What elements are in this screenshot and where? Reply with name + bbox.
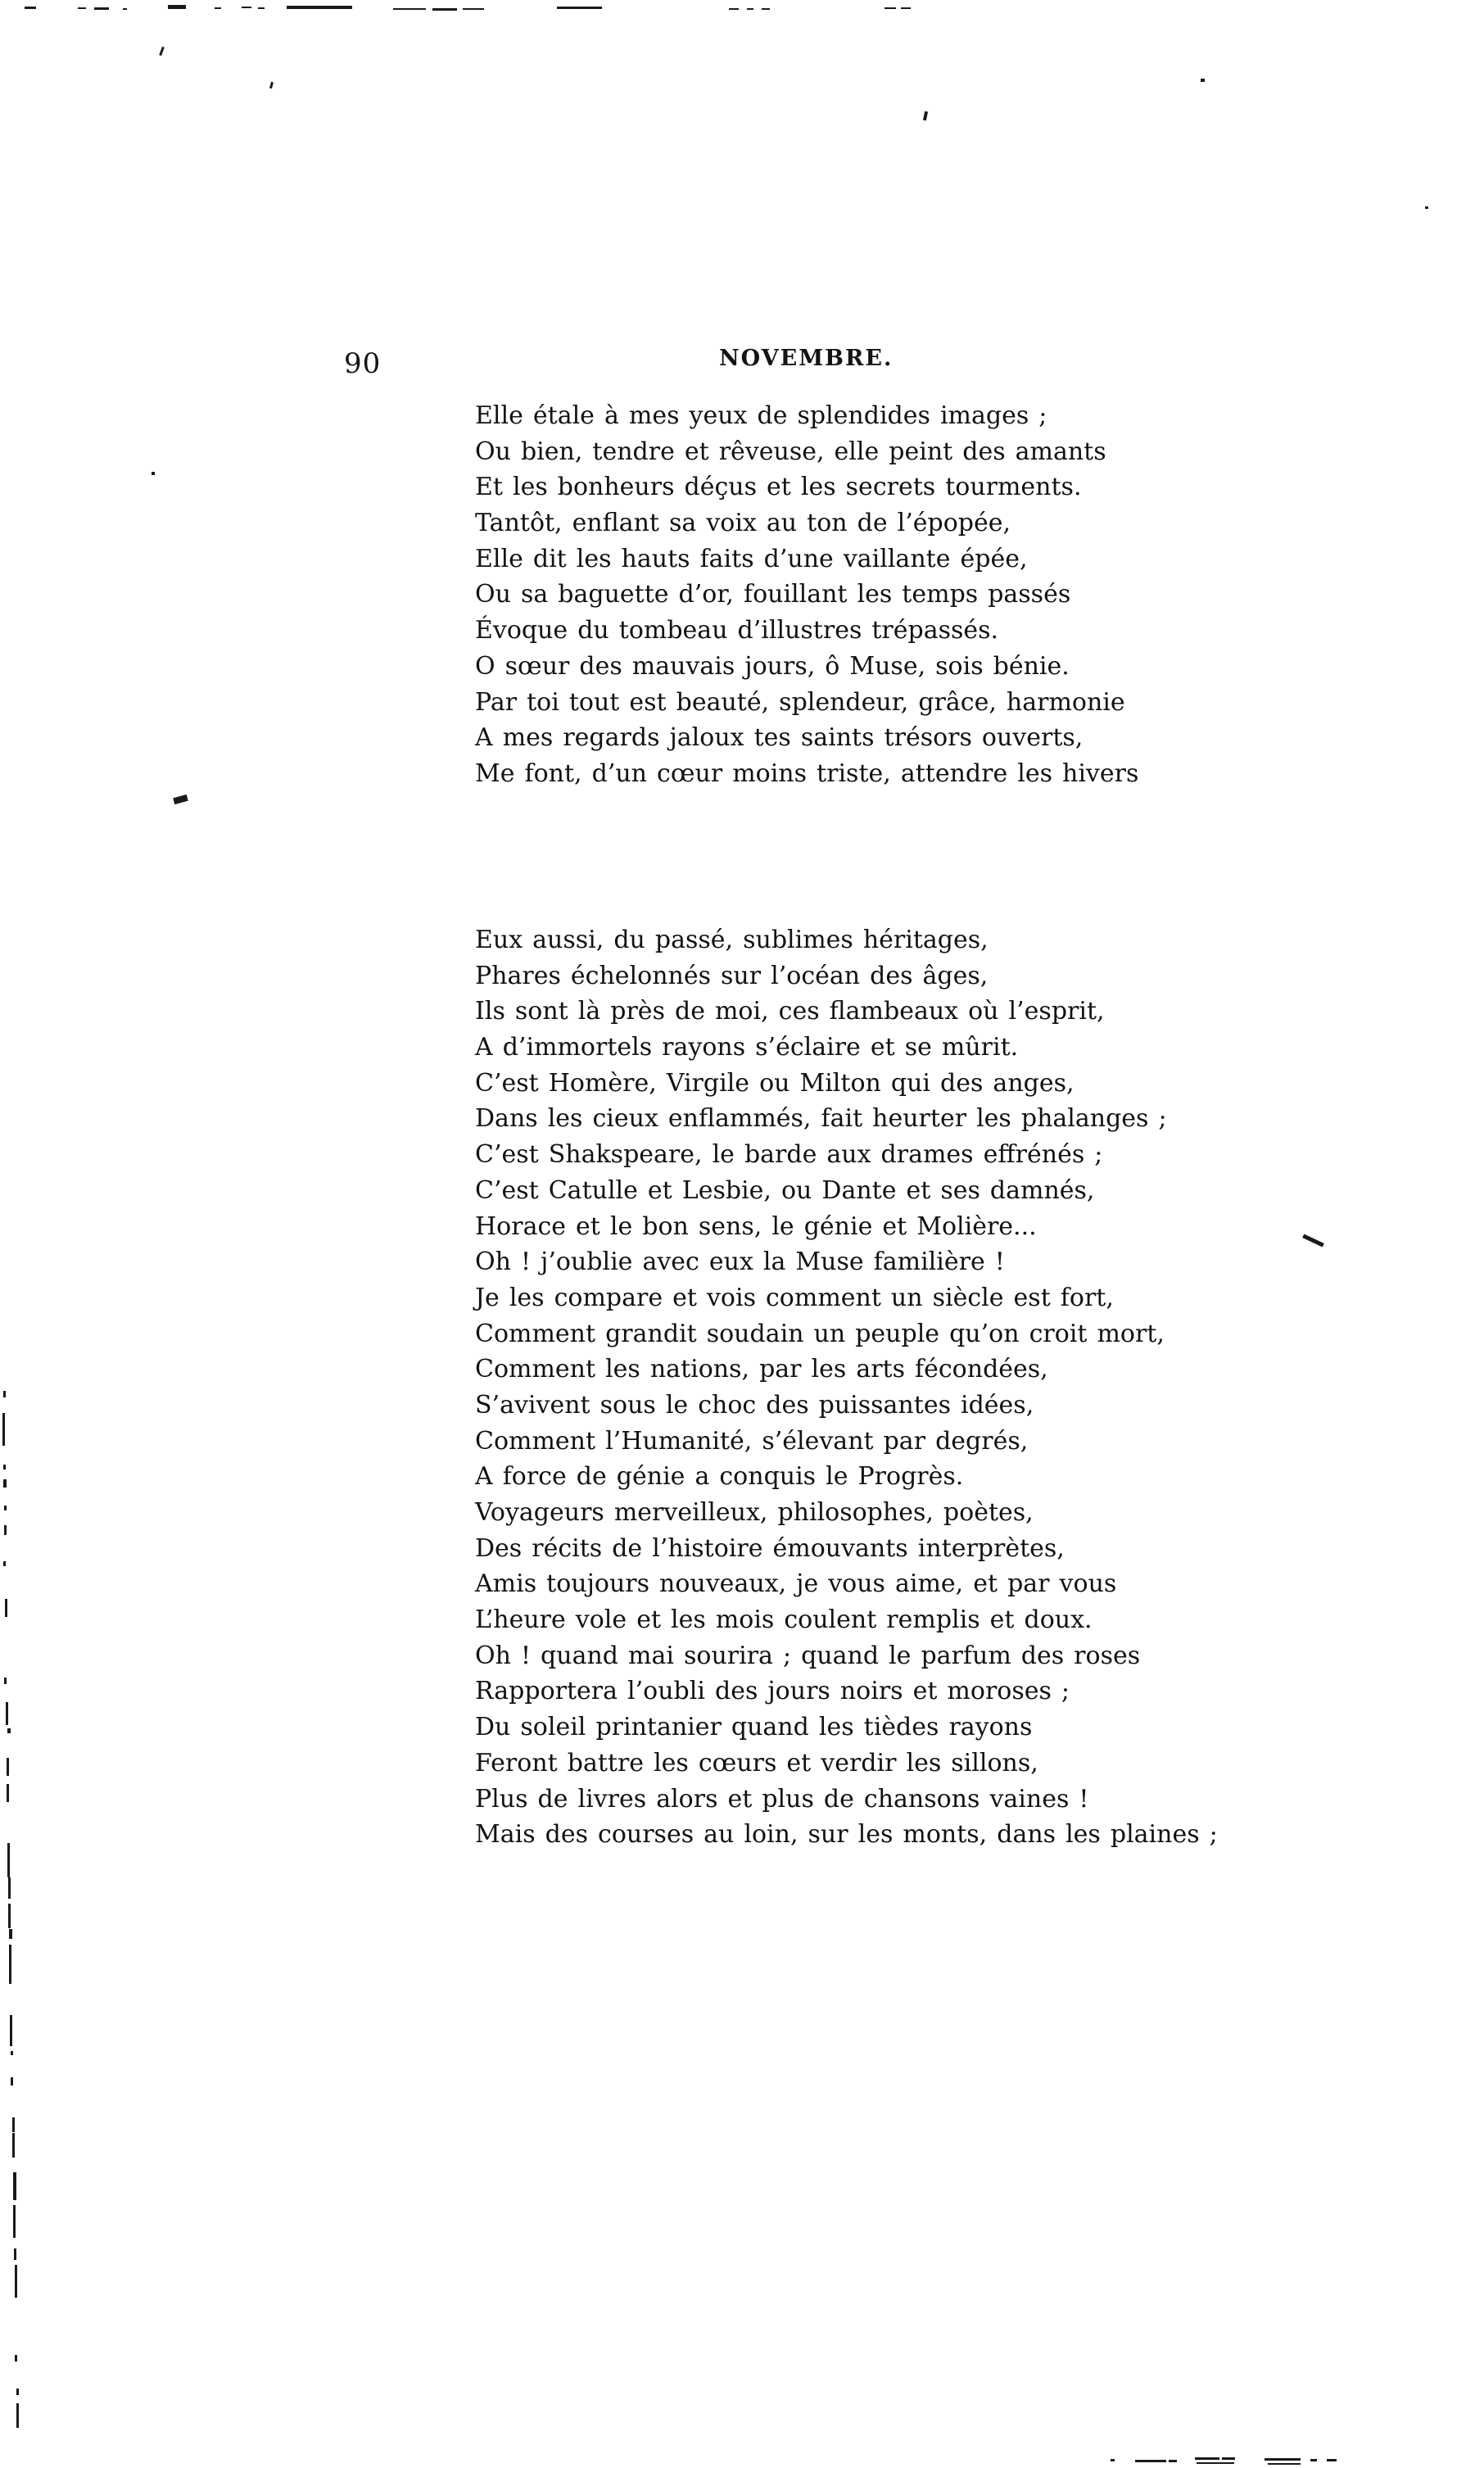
scan-artifact xyxy=(7,1758,9,1776)
poem-line: S’avivent sous le choc des puissantes idées, xyxy=(475,1390,1034,1420)
scan-artifact xyxy=(16,2389,19,2395)
scan-artifact xyxy=(1302,1234,1324,1248)
scan-artifact xyxy=(9,1945,11,1984)
poem-line: Me font, d’un cœur moins triste, attendre les hivers xyxy=(475,759,1139,788)
scan-artifact xyxy=(1268,2463,1301,2465)
poem-line: Eux aussi, du passé, sublimes héritages, xyxy=(475,926,989,954)
scan-artifact xyxy=(1111,2459,1115,2461)
scan-artifact xyxy=(4,1525,7,1535)
poem-line: A mes regards jaloux tes saints trésors ouverts, xyxy=(475,723,1084,753)
poem-line: Elle étale à mes yeux de splendides images ; xyxy=(475,401,1047,430)
scan-artifact xyxy=(173,795,188,804)
scan-artifact xyxy=(10,2015,12,2046)
scan-artifact xyxy=(12,2133,15,2158)
scan-artifact xyxy=(4,1678,7,1684)
scan-artifact xyxy=(123,8,127,10)
poem-line: Rapportera l’oubli des jours noirs et moroses ; xyxy=(475,1677,1070,1706)
poem-line: A force de génie a conquis le Progrès. xyxy=(475,1462,964,1492)
scan-artifact xyxy=(901,7,911,9)
scan-artifact xyxy=(1195,2457,1219,2460)
poem-line: Comment l’Humanité, s’élevant par degrés, xyxy=(475,1426,1029,1456)
poem-line: Je les compare et vois comment un siècle est fort, xyxy=(475,1283,1114,1312)
poem-line: C’est Homère, Virgile ou Milton qui des anges, xyxy=(475,1068,1075,1098)
scan-artifact xyxy=(25,7,36,9)
scan-artifact xyxy=(923,111,928,121)
scan-artifact xyxy=(13,2205,16,2238)
poem-line: Voyageurs merveilleux, philosophes, poètes, xyxy=(475,1498,1034,1527)
scan-artifact xyxy=(1265,2458,1301,2461)
poem-line: Dans les cieux enflammés, fait heurter les phalanges ; xyxy=(475,1104,1167,1134)
scan-artifact xyxy=(729,8,739,10)
scan-artifact xyxy=(4,1506,7,1510)
scan-artifact xyxy=(14,2248,16,2260)
poem-line: C’est Catulle et Lesbie, ou Dante et ses damnés, xyxy=(475,1175,1095,1205)
scan-artifact xyxy=(3,1479,7,1488)
poem-line: L’heure vole et les mois coulent remplis et doux. xyxy=(475,1605,1093,1635)
poem-line: Comment les nations, par les arts fécondées, xyxy=(475,1355,1048,1384)
scan-artifact xyxy=(13,2172,16,2200)
scan-artifact xyxy=(463,8,484,10)
scan-artifact xyxy=(747,8,753,10)
page-number: 90 xyxy=(344,347,382,380)
scan-artifact xyxy=(432,8,457,11)
scan-artifact xyxy=(16,2403,19,2428)
poem-line: O sœur des mauvais jours, ô Muse, sois bénie. xyxy=(475,651,1070,681)
scan-artifact xyxy=(3,1561,6,1566)
poem-line: Comment grandit soudain un peuple qu’on croit mort, xyxy=(475,1319,1165,1348)
scan-artifact xyxy=(152,472,155,475)
poem-line: Du soleil printanier quand les tièdes rayons xyxy=(475,1713,1033,1742)
scan-artifact xyxy=(287,6,352,9)
scan-artifact xyxy=(1222,2457,1235,2460)
scan-artifact xyxy=(168,5,186,9)
poem-line: Tantôt, enflant sa voix au ton de l’épopée, xyxy=(475,509,1011,538)
scan-artifact xyxy=(393,8,426,10)
scan-artifact xyxy=(2,1413,5,1446)
poem-line: Amis toujours nouveaux, je vous aime, et par vous xyxy=(475,1569,1117,1599)
scan-artifact xyxy=(8,1877,11,1899)
poem-line: Oh ! j’oublie avec eux la Muse familière ! xyxy=(475,1248,1005,1277)
scan-artifact xyxy=(11,2077,13,2085)
poem-line: Ou bien, tendre et rêveuse, elle peint des amants xyxy=(475,437,1106,466)
scan-artifact xyxy=(9,1929,12,1939)
poem-line: Elle dit les hauts faits d’une vaillante épée, xyxy=(475,544,1028,573)
scan-artifact xyxy=(15,2355,17,2362)
poem-line: Ils sont là près de moi, ces flambeaux où l’esprit, xyxy=(475,997,1105,1026)
scan-artifact xyxy=(1310,2459,1317,2461)
scan-artifact xyxy=(3,1391,6,1397)
scan-artifact xyxy=(762,8,770,10)
scan-artifact xyxy=(5,1599,7,1617)
scan-artifact xyxy=(94,7,109,10)
scan-artifact xyxy=(1135,2460,1166,2462)
scan-artifact xyxy=(8,1904,11,1928)
scan-artifact xyxy=(215,7,221,9)
poem-line: Ou sa baguette d’or, fouillant les temps passés xyxy=(475,580,1071,609)
poem-line: Plus de livres alors et plus de chansons vaines ! xyxy=(475,1784,1089,1814)
scan-artifact xyxy=(242,7,251,8)
running-header-title: NOVEMBRE. xyxy=(719,346,894,371)
scan-artifact xyxy=(159,47,165,56)
scan-artifact xyxy=(78,7,86,9)
poem-line: Feront battre les cœurs et verdir les sillons, xyxy=(475,1748,1038,1777)
scan-artifact xyxy=(11,2051,13,2055)
scan-artifact xyxy=(1197,2462,1234,2464)
poem-line: C’est Shakspeare, le barde aux drames effrénés ; xyxy=(475,1140,1103,1170)
scan-artifact xyxy=(1201,79,1205,82)
scan-artifact xyxy=(1425,206,1428,209)
poem-line: A d’immortels rayons s’éclaire et se mûrit. xyxy=(475,1033,1019,1062)
scan-artifact xyxy=(7,1784,9,1802)
scan-artifact xyxy=(258,7,265,9)
poem-stanza-2 xyxy=(475,922,1218,1853)
poem-line: Des récits de l’histoire émouvants interprètes, xyxy=(475,1533,1065,1563)
poem-line: Et les bonheurs déçus et les secrets tourments. xyxy=(475,473,1082,502)
scan-artifact xyxy=(6,1702,8,1725)
scan-artifact xyxy=(1327,2459,1337,2461)
scan-artifact xyxy=(7,1728,11,1733)
scan-artifact xyxy=(885,7,896,9)
poem-line: Phares échelonnés sur l’océan des âges, xyxy=(475,961,989,990)
poem-line: Oh ! quand mai sourira ; quand le parfum des roses xyxy=(475,1641,1141,1670)
scan-artifact xyxy=(7,1843,10,1877)
scan-artifact xyxy=(269,82,274,89)
poem-line: Par toi tout est beauté, splendeur, grâce, harmonie xyxy=(475,687,1125,717)
scan-artifact xyxy=(12,2117,15,2132)
scan-artifact xyxy=(3,1465,6,1469)
poem-line: Évoque du tombeau d’illustres trépassés. xyxy=(475,616,999,645)
poem-line: Horace et le bon sens, le génie et Molière... xyxy=(475,1211,1037,1241)
poem-stanza-1 xyxy=(475,398,1138,792)
scan-artifact xyxy=(15,2265,17,2298)
scan-artifact xyxy=(1169,2460,1177,2462)
poem-line: Mais des courses au loin, sur les monts, dans les plaines ; xyxy=(475,1820,1218,1850)
scan-artifact xyxy=(557,7,602,9)
